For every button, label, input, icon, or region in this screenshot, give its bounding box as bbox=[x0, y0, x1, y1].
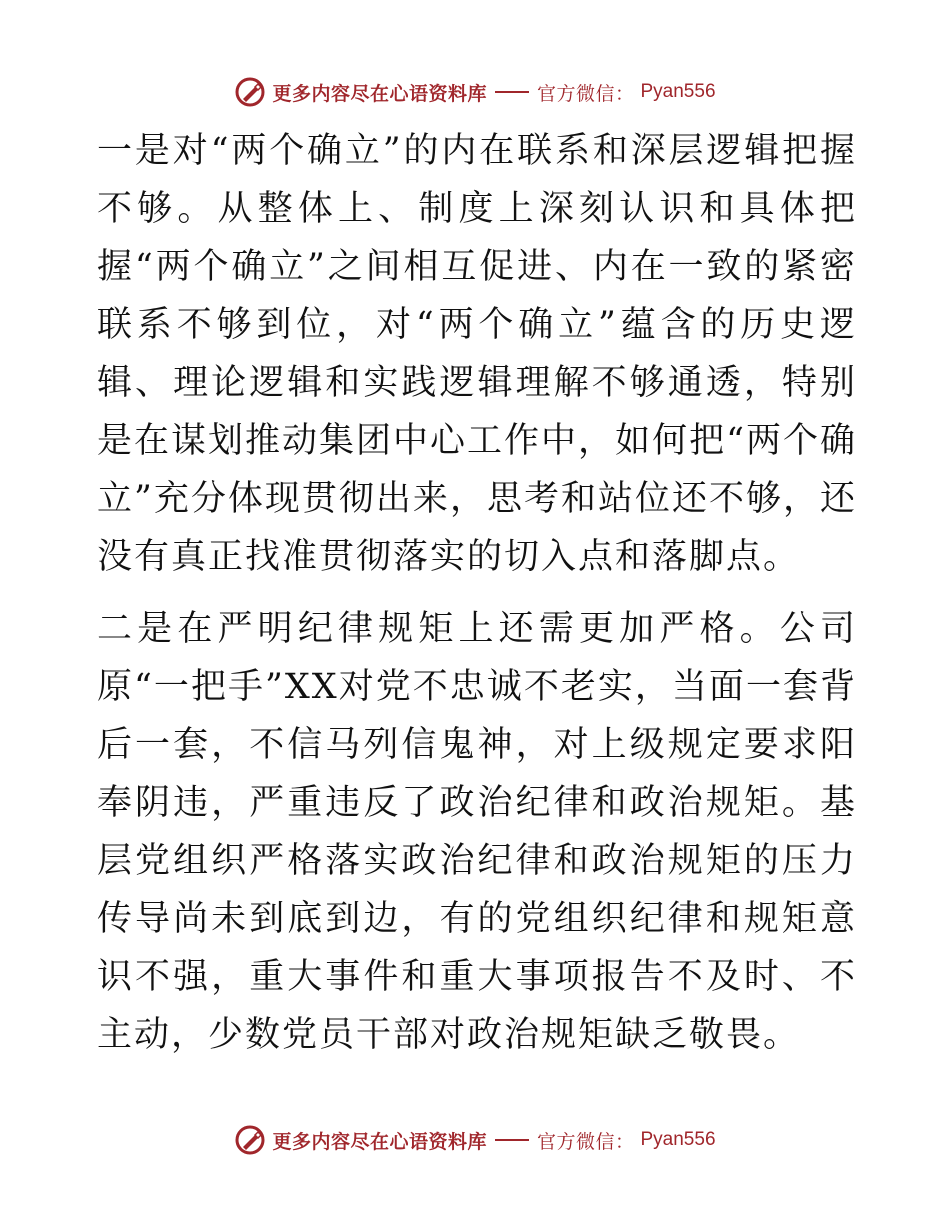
paragraph-2: 二是在严明纪律规矩上还需更加严格。公司原“一把手”XX对党不忠诚不老实，当面一套背后一套，不信马列信鬼神，对上级规定要求阳奉阴违，严重违反了政治纪律和政治规矩。基层党组织严格落实政治纪律和政治规矩的压力传导尚未到底到边，有的党组织纪律和规矩意识不强，重大事件和重大事项报告不及时、不主动，少数党员干部对政治规矩缺乏敬畏。 bbox=[97, 609, 857, 1055]
banner-wechat-account: Pyan556 bbox=[640, 1129, 716, 1150]
banner-wechat-account: Pyan556 bbox=[640, 81, 716, 102]
document-body bbox=[97, 122, 857, 1064]
banner-brand-text: 更多内容尽在心语资料库 bbox=[272, 1130, 487, 1153]
banner-wechat-label: 官方微信： bbox=[536, 82, 635, 105]
banner-wechat-label: 官方微信： bbox=[536, 1130, 635, 1153]
pen-circle-logo-icon bbox=[234, 76, 266, 108]
banner-dash bbox=[495, 91, 529, 93]
banner-brand-text: 更多内容尽在心语资料库 bbox=[272, 82, 487, 105]
paragraph-1: 一是对“两个确立”的内在联系和深层逻辑把握不够。从整体上、制度上深刻认识和具体把握“两个确立”之间相互促进、内在一致的紧密联系不够到位，对“两个确立”蕴含的历史逻辑、理论逻辑和实践逻辑理解不够通透，特别是在谋划推动集团中心工作中，如何把“两个确立”充分体现贯彻出来，思考和站位还不够，还没有真正找准贯彻落实的切入点和落脚点。 bbox=[97, 131, 857, 577]
pen-circle-logo-icon bbox=[234, 1124, 266, 1156]
banner-dash bbox=[495, 1139, 529, 1141]
header-banner bbox=[0, 72, 950, 112]
footer-banner bbox=[0, 1120, 950, 1160]
